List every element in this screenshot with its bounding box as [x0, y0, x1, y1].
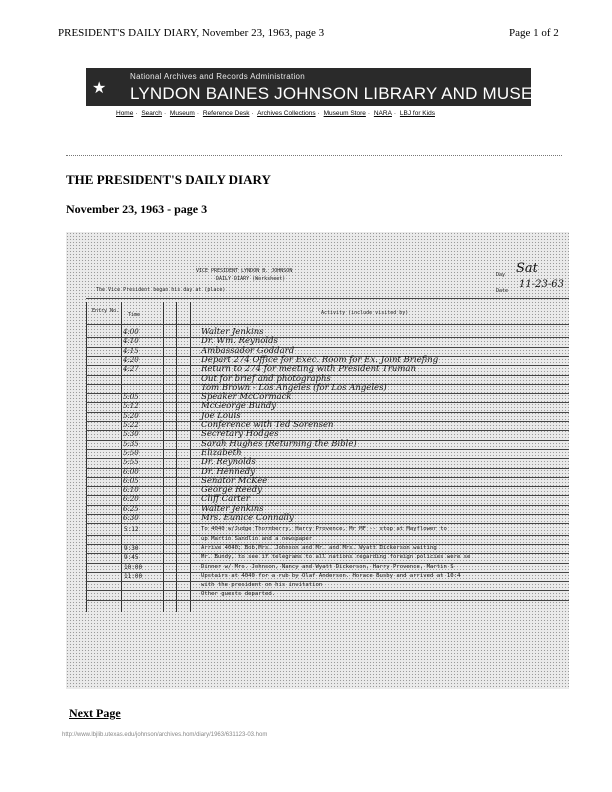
entry-activity: Other guests departed.: [201, 591, 276, 598]
entry-time: 5:20: [123, 411, 139, 420]
diary-scan-image: [66, 232, 569, 689]
entry-time: 6:20: [123, 495, 139, 504]
entry-activity: Secretary Hodges: [201, 429, 279, 440]
nav-nara-link[interactable]: NARA: [373, 110, 392, 117]
column-rule: [121, 302, 122, 612]
entry-time: 6:00: [123, 467, 139, 476]
entry-time: 5:12: [123, 402, 139, 411]
entry-time: 5:05: [123, 393, 139, 402]
entry-time: 6:10: [123, 486, 139, 495]
entry-activity: Senator McKee: [201, 475, 268, 486]
entry-activity: Dr. Hennedy: [201, 466, 256, 477]
entry-time: 9:30: [124, 544, 139, 552]
entry-time: 4:27: [123, 365, 139, 374]
entry-activity: Walter Jenkins: [201, 327, 264, 337]
date-value: 11-23-63: [519, 279, 564, 290]
entry-activity: Conference with Ted Sorensen: [201, 420, 334, 430]
nav-museum-store-link[interactable]: Museum Store: [323, 110, 366, 117]
nav-home-link[interactable]: Home: [116, 110, 134, 117]
row-rule: [86, 590, 569, 591]
entry-activity: Speaker McCormack: [201, 392, 292, 403]
entry-activity: up Martin Sandlin and a newspaper: [201, 535, 313, 542]
entry-activity: Mr. Bundy, to see if telegrams to all nations regarding foreign policies were se: [201, 554, 471, 561]
row-rule: [86, 495, 569, 496]
page-header-title: PRESIDENT'S DAILY DIARY, November 23, 1963, page 3: [58, 27, 325, 39]
banner-title: LYNDON BAINES JOHNSON LIBRARY AND MUSEUM: [130, 84, 560, 103]
nav-archives-collections-link[interactable]: Archives Collections: [257, 110, 316, 117]
entry-time: 5:50: [123, 448, 139, 457]
entry-activity: Tom Brown - Los Angeles (for Los Angeles): [201, 382, 387, 393]
entry-activity: Joe Louis: [201, 410, 241, 421]
row-rule: [86, 486, 569, 487]
nav-separator: ·: [367, 110, 371, 117]
entry-activity: Arrive 4040; Bob,Mrs. Johnson and Mr. and Mrs. Wyatt Dickerson waiting: [201, 544, 437, 551]
row-rule: [86, 458, 569, 459]
page-title: THE PRESIDENT'S DAILY DIARY: [66, 172, 271, 187]
nav-separator: ·: [317, 110, 320, 117]
day-label: Day: [496, 272, 506, 278]
entry-time: 5:30: [123, 430, 139, 439]
entry-activity: Out for brief and photographs: [201, 373, 331, 384]
entry-time: 6:30: [123, 514, 139, 522]
row-rule: [86, 430, 569, 431]
entry-activity: McGeorge Bundy: [201, 401, 277, 412]
row-rule: [86, 347, 569, 348]
date-label: Date: [496, 288, 509, 294]
column-rule: [163, 302, 164, 612]
entry-time: 11:00: [124, 572, 143, 580]
nav-museum-link[interactable]: Museum: [169, 110, 195, 117]
row-rule: [86, 449, 569, 450]
entry-activity: Walter Jenkins: [201, 503, 264, 514]
entry-activity: Depart 274 Office for Exec. Room for Ex. Joint Briefing: [201, 354, 439, 365]
form-title: VICE PRESIDENT LYNDON B. JOHNSON: [196, 268, 293, 274]
next-page-link[interactable]: Next Page: [69, 706, 121, 720]
col-entry-header: Entry No.: [92, 308, 120, 314]
entry-time: 9:45: [124, 554, 139, 562]
entry-activity: Dinner w/ Mrs. Johnson, Nancy and Wyatt Dickerson, Harry Provence, Martin S: [201, 563, 454, 570]
form-subtitle: DAILY DIARY (Worksheet): [216, 276, 286, 282]
row-rule: [86, 505, 569, 506]
entry-activity: George Reedy: [201, 485, 262, 496]
page-number: Page 1 of 2: [509, 27, 559, 39]
nav-separator: ·: [163, 110, 167, 117]
began-line: The Vice President began his day at (place): [96, 287, 226, 293]
column-rule: [176, 302, 177, 612]
site-navigation: [116, 110, 435, 117]
row-rule: [86, 468, 569, 469]
entry-activity: Elizabeth: [201, 447, 242, 458]
column-rule: [190, 302, 191, 612]
col-activity-header: Activity (include visited by): [321, 310, 409, 316]
row-rule: [86, 298, 569, 299]
entry-activity: Cliff Carter: [201, 494, 250, 505]
entry-time: 5:55: [123, 458, 139, 467]
column-rule: [86, 302, 87, 612]
nav-separator: ·: [196, 110, 200, 117]
star-icon: ★: [92, 78, 107, 97]
entry-activity: Sarah Hughes (Returning the Bible): [201, 438, 357, 449]
entry-time: 10:00: [124, 563, 143, 571]
library-banner[interactable]: [86, 68, 560, 106]
banner-subtitle: National Archives and Records Administration: [130, 72, 306, 81]
entry-time: 4:00: [123, 328, 139, 336]
entry-time: 4:15: [123, 346, 139, 355]
entry-activity: Dr. Reynolds: [201, 457, 256, 468]
entry-time: 4:10: [123, 337, 139, 346]
nav-search-link[interactable]: Search: [141, 110, 162, 117]
divider: [66, 155, 562, 156]
entry-activity: Mrs. Eunice Connally: [201, 513, 294, 523]
nav-separator: ·: [135, 110, 138, 117]
entry-time: 5:35: [123, 439, 139, 448]
nav-reference-desk-link[interactable]: Reference Desk: [202, 110, 250, 117]
nav-separator: ·: [251, 110, 254, 117]
row-rule: [86, 477, 569, 478]
entry-activity: To 4040 w/Judge Thornberry, Harry Provence, Mr MF -- stop at Mayflower to: [201, 526, 447, 533]
row-rule: [86, 337, 569, 338]
row-rule: [86, 523, 569, 524]
entry-time: 4:20: [123, 355, 139, 364]
entry-time: 5:12: [124, 526, 139, 534]
entry-time: 6:05: [123, 476, 139, 485]
entry-activity: Return to 274 for meeting with President Truman: [201, 364, 416, 375]
nav-lbj-for-kids-link[interactable]: LBJ for Kids: [399, 110, 435, 117]
row-rule: [86, 324, 569, 325]
entry-activity: Ambassador Goddard: [201, 345, 295, 356]
entry-activity: Dr. Wm. Reynolds: [201, 336, 278, 347]
col-time-header: Time: [128, 312, 141, 318]
entry-activity: Upstairs at 4040 for a rub by Olaf Anderson. Horace Busby and arrived at 10:4: [201, 572, 461, 579]
entry-activity: with the president on his invitation: [201, 582, 323, 589]
entry-time: 5:22: [123, 421, 139, 429]
row-rule: [86, 581, 569, 582]
row-rule: [86, 412, 569, 413]
entry-time: 6:25: [123, 504, 139, 513]
row-rule: [86, 514, 569, 515]
row-rule: [86, 402, 569, 403]
row-rule: [86, 600, 569, 601]
day-value: Sat: [516, 261, 538, 276]
row-rule: [86, 535, 569, 536]
page-subtitle: November 23, 1963 - page 3: [66, 202, 208, 216]
row-rule: [86, 393, 569, 394]
nav-separator: ·: [393, 110, 397, 117]
footer-url: http://www.lbjlib.utexas.edu/johnson/archives.hom/diary/1963/631123-03.hom: [62, 732, 268, 738]
